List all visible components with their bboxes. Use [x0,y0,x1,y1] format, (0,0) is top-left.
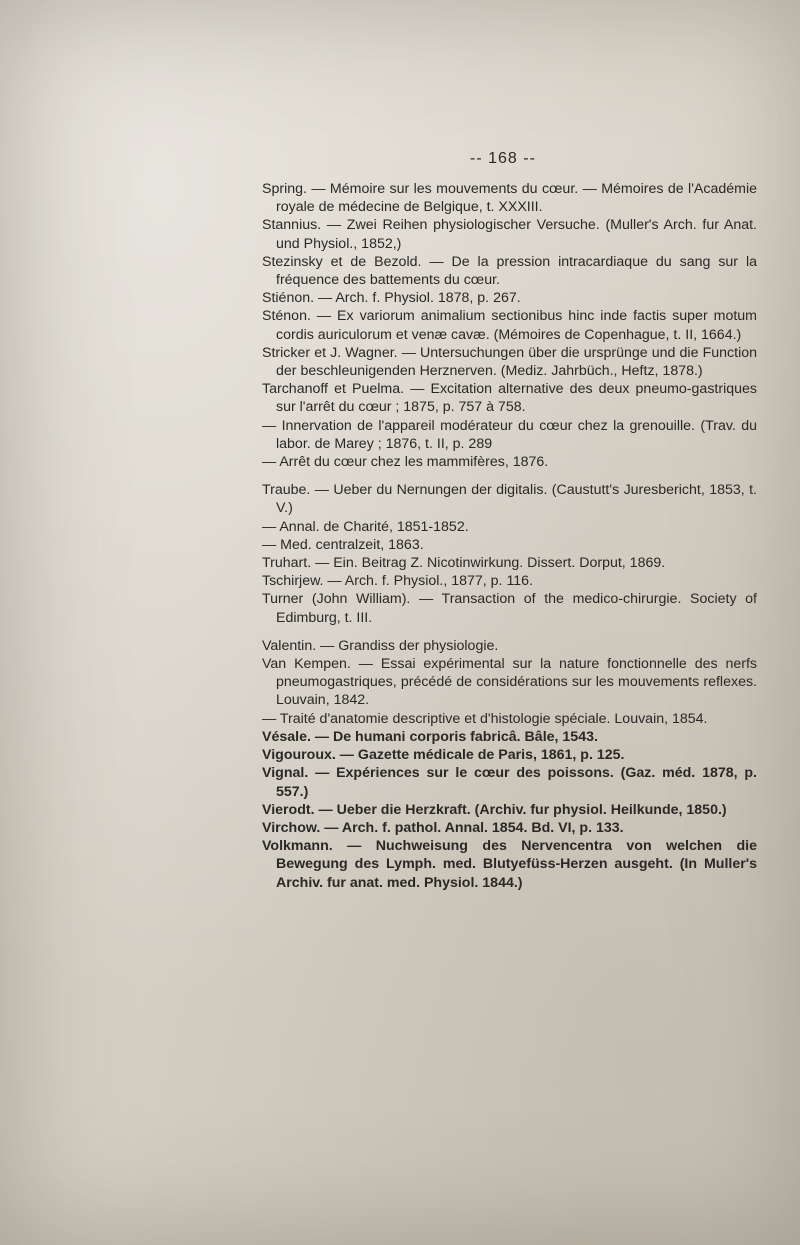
bibliography-entry: Stiénon. — Arch. f. Physiol. 1878, p. 267. [262,290,521,307]
bibliography-entry: Van Kempen. — Essai expérimental sur la nature fonctionnelle des nerfs pneumogastriques, précédé de considérations sur les mouvements reflexes. Louvain, 1842. [262,656,757,709]
bibliography-entry: Truhart. — Ein. Beitrag Z. Nicotinwirkung. Dissert. Dorput, 1869. [262,555,666,572]
page-number: -- 168 -- [470,150,536,167]
bibliography-entry: — Annal. de Charité, 1851-1852. [262,518,469,535]
bibliography-entry: Sténon. — Ex variorum animalium sectionibus hinc inde factis super motum cordis auriculorum et venæ cavæ. (Mémoires de Copenhague, t. II, 1664.) [262,308,757,343]
bibliography-entry: Turner (John William). — Transaction of the medico-chirurgie. Society of Edimburg, t. III. [262,591,757,626]
bibliography-entry: Virchow. — Arch. f. pathol. Annal. 1854. Bd. VI, p. 133. [262,819,624,836]
bibliography-entry: Tschirjew. — Arch. f. Physiol., 1877, p. 116. [262,573,533,590]
bibliography-entry: Spring. — Mémoire sur les mouvements du cœur. — Mémoires de l'Académie royale de médecine de Belgique, t. XXXIII. [262,181,757,216]
bibliography-entry: Stricker et J. Wagner. — Untersuchungen über die ursprünge und die Function der beschleunigenden Herznerven. (Mediz. Jahrbüch., Heftz, 1878.) [262,344,757,380]
bibliography-entry: — Arrêt du cœur chez les mammifères, 1876. [262,454,549,471]
bibliography-entry: Vierodt. — Ueber die Herzkraft. (Archiv. fur physiol. Heilkunde, 1850.) [262,801,727,818]
bibliography-entry: Stannius. — Zwei Reihen physiologischer Versuche. (Muller's Arch. fur Anat. und Physiol., 1852,) [262,217,757,252]
bibliography-entry: Traube. — Ueber du Nernungen der digitalis. (Caustutt's Juresbericht, 1853, t. V.) [262,482,757,517]
bibliography-entry: Stezinsky et de Bezold. — De la pression intracardiaque du sang sur la fréquence des battements du cœur. [262,253,757,289]
bibliography-entry: — Innervation de l'appareil modérateur du cœur chez la grenouille. (Trav. du labor. de Marey ; 1876, t. II, p. 289 [262,417,757,452]
bibliography-entry: Vésale. — De humani corporis fabricâ. Bâle, 1543. [262,728,598,745]
bibliography-entry: Vigouroux. — Gazette médicale de Paris, 1861, p. 125. [262,747,625,764]
bibliography-entry: Tarchanoff et Puelma. — Excitation alternative des deux pneumo-gastriques sur l'arrêt du cœur ; 1875, p. 757 à 758. [262,381,757,416]
bibliography-entry: — Med. centralzeit, 1863. [262,536,424,553]
bibliography-list [262,180,757,892]
bibliography-entry: Volkmann. — Nuchweisung des Nervencentra von welchen die Bewegung des Lymph. med. Blutyefüss-Herzen ausgeht. (In Muller's Archiv. fur anat. med. Physiol. 1844.) [262,838,757,891]
bibliography-entry: Vignal. — Expériences sur le cœur des poissons. (Gaz. méd. 1878, p. 557.) [262,765,757,800]
bibliography-entry: — Traité d'anatomie descriptive et d'histologie spéciale. Louvain, 1854. [262,710,708,727]
bibliography-entry: Valentin. — Grandiss der physiologie. [262,637,499,654]
